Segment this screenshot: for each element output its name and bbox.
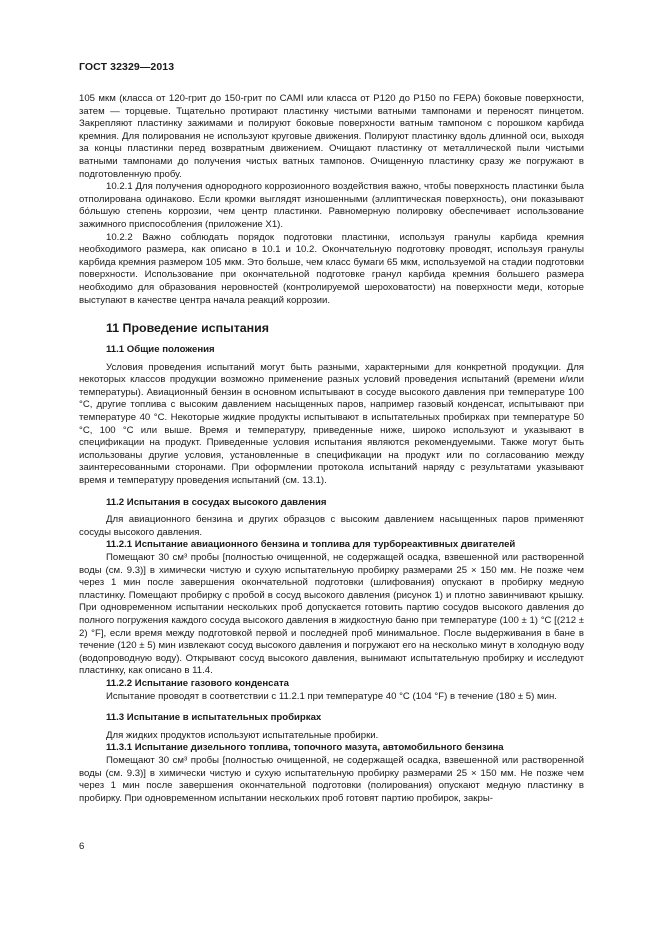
section-11-2-2-title: 11.2.2 Испытание газового конденсата	[106, 677, 289, 689]
paragraph-10-2-2: 10.2.2 Важно соблюдать порядок подготовки пластинки, используя гранулы карбида кремния необходимого размера, как описано в 10.1 и 10.2. Окончательную подготовку проводят, используя гранулы карбида кремния размером 105 мкм. Это больше, чем класс бумаги 65 мкм, используемой на стадии подготовки поверхности. Использование при окончательной подготовке гранул карбида кремния большего размера необходимо для образования неровностей (контролируемой шероховатости) на поверхности меди, которые выступают в качестве центра начала реакций коррозии.	[79, 231, 584, 306]
section-11-3-title: 11.3 Испытание в испытательных пробирках	[106, 712, 322, 724]
section-11-2-1-title: 11.2.1 Испытание авиационного бензина и топлива для турбореактивных двигателей	[106, 539, 516, 551]
page-number: 6	[79, 841, 85, 852]
page-body	[79, 93, 584, 805]
paragraph-11-2-2: Испытание проводят в соответствии с 11.2.1 при температуре 40 °С (104 °F) в течение (180 ± 5) мин.	[106, 690, 557, 702]
paragraph-11-2-1: Помещают 30 см³ пробы [полностью очищенной, не содержащей осадка, взвешенной или растворенной воды (см. 9.3)] в химически чистую и сухую испытательную пробирку размерами 25 × 150 мм. Не позже чем через 1 мин после завершения окончательной подготовки (шлифования) опускают в пробирку медную пластинку. Помещают пробирку с пробой в сосуд высокого давления (рисунок 1) и плотно завинчивают крышку. При одновременном испытании нескольких проб допускается готовить партию сосудов высокого давления до полного погружения каждого сосуда высокого давления в жидкостную баню при температуре (100 ± 1) °С [(212 ± 2) °F], если время между подготовкой первой и последней проб минимальное. После выдерживания в бане в течение (120 ± 5) мин извлекают сосуд высокого давления и погружают его на несколько минут в холодную воду (водопроводную воду). Открывают сосуд высокого давления, вынимают испытательную пробирку и исследуют пластинку, как описано в 11.4.	[79, 552, 584, 677]
section-11-1-title: 11.1 Общие положения	[106, 344, 215, 356]
paragraph-continuation: 105 мкм (класса от 120-грит до 150-грит по CAMI или класса от Р120 до Р150 по FEPA) боковые поверхности, затем — торцевые. Тщательно протирают пластинку чистыми ватными тампонами и переносят пинцетом. Закрепляют пластинку зажимами и полируют боковые поверхности ватным тампоном с порошком карбида кремния. Для полирования не используют круговые движения. Полируют пластинку вдоль длинной оси, выходя за концы пластинки перед возвратным движением. Очищают пластинку от металлической пыли чистыми ватными тампонами до получения чистых ватных тампонов. Очищенную пластинку сразу же погружают в подготовленную пробу.	[79, 93, 584, 180]
document-header: ГОСТ 32329—2013	[79, 61, 175, 73]
section-11-3-1-title: 11.3.1 Испытание дизельного топлива, топочного мазута, автомобильного бензина	[106, 742, 504, 754]
paragraph-11-1: Условия проведения испытаний могут быть разными, характерными для конкретной продукции. Для некоторых классов продукции возможно применение разных условий проведения испытаний (времени и/или температуры). Авиационный бензин в основном испытывают в сосуде высокого давления при температуре 100 °С, другие топлива с высоким давлением насыщенных паров, например газовый конденсат, испытывают при температуре 40 °С. Некоторые жидкие продукты испытывают в испытательных пробирках при температуре 50 °С, 100 °С или выше. Время и температуру, приведенные ниже, широко используют и указывают в спецификации на продукт. Приведенные условия испытания являются рекомендуемыми. Также могут быть использованы другие условия, установленные в спецификации на продукт или по согласованию между заинтересованными сторонами. При оформлении протокола испытаний наряду с результатами указывают время и температуру проведения испытаний (см. 13.1).	[79, 361, 584, 487]
section-11-title: 11 Проведение испытания	[106, 321, 269, 336]
paragraph-11-3: Для жидких продуктов используют испытательные пробирки.	[106, 729, 379, 741]
paragraph-11-2: Для авиационного бензина и других образцов с высоким давлением насыщенных паров применяют сосуды высокого давления.	[79, 514, 584, 538]
section-11-2-title: 11.2 Испытания в сосудах высокого давления	[106, 496, 327, 508]
paragraph-11-3-1: Помещают 30 см³ пробы [полностью очищенной, не содержащей осадка, взвешенной или растворенной воды (см. 9.3)] в химически чистую и сухую испытательную пробирку размерами 25 × 150 мм. Не позже чем через 1 мин после завершения окончательной подготовки (полирования) опускают медную пластинку в пробирку. При одновременном испытании нескольких проб готовят партию пробирок, закры-	[79, 754, 584, 804]
paragraph-10-2-1: 10.2.1 Для получения однородного коррозионного воздействия важно, чтобы поверхность пластинки была отполирована одинаково. Если кромки выглядят изношенными (эллиптическая поверхность), они показывают бо́льшую степень коррозии, чем центр пластинки. Равномерную полировку обеспечивает использование зажимного приспособления (приложение Х1).	[79, 181, 584, 230]
